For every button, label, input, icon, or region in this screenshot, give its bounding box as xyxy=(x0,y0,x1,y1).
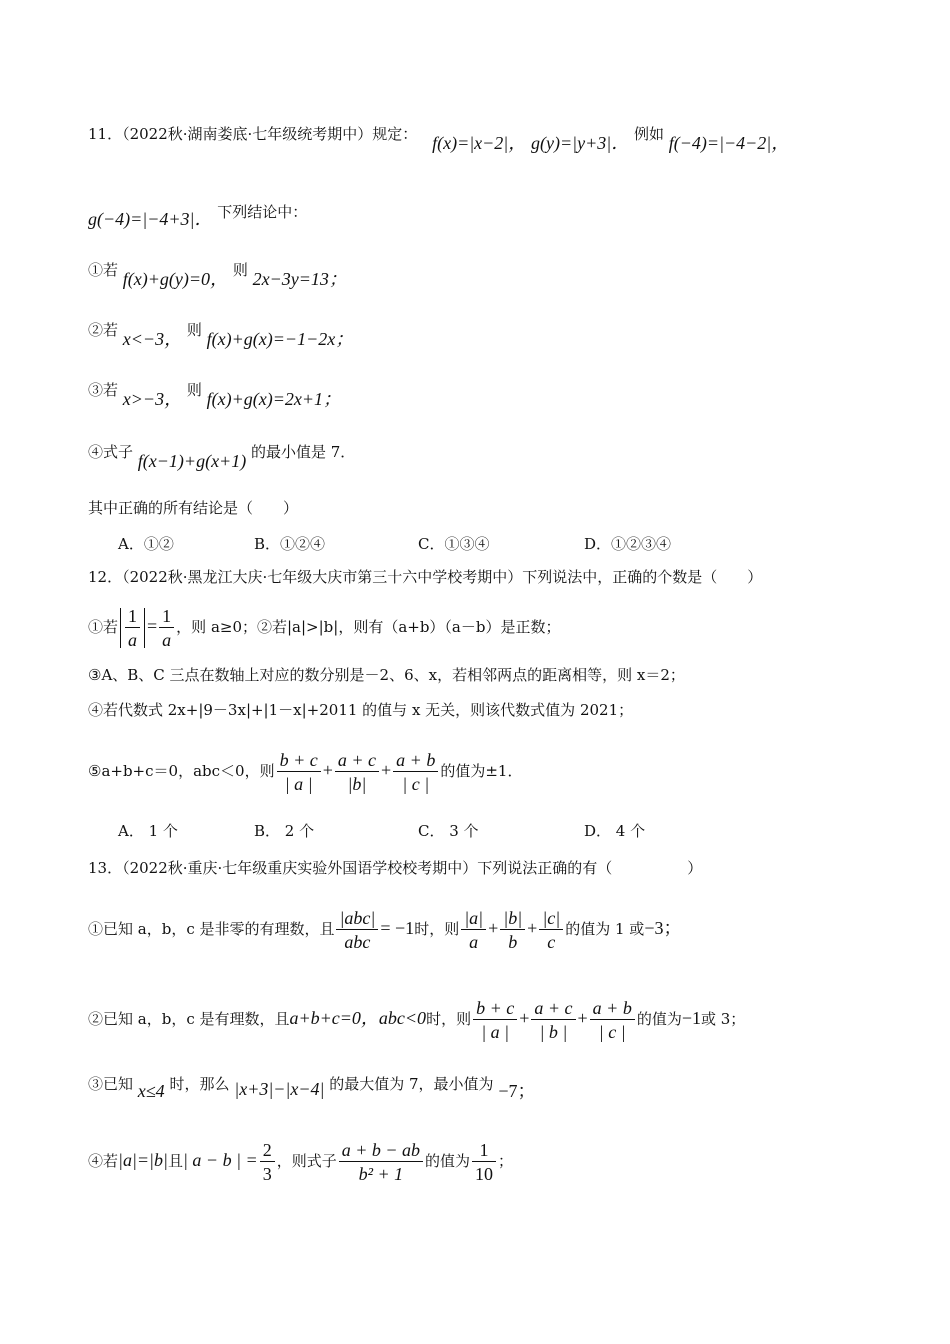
q11-s3-result: f(x)+g(x)=2x+1； xyxy=(206,389,342,409)
plus-sign: + xyxy=(381,760,392,780)
q11-statement-1 xyxy=(88,258,347,289)
plus-sign: + xyxy=(488,918,499,938)
q13-s4-mid: ，则式子 xyxy=(276,1152,337,1170)
q13-s2-f3-num: a + b xyxy=(590,997,635,1020)
q11-example-f: f(−4)=|−4−2|， xyxy=(668,133,790,153)
q11-s1-cond: f(x)+g(y)=0， xyxy=(122,269,229,289)
q13-s3-val: −7； xyxy=(498,1081,536,1101)
q13-s1-prefix: ①已知 a，b，c 是非零的有理数，且 xyxy=(88,920,335,938)
q11-s2-prefix: ②若 xyxy=(88,321,119,339)
q11-statement-3 xyxy=(88,378,342,409)
q12-s5-f3-den: | c | xyxy=(402,773,430,794)
q11-stem: 11．（2022秋·湖南娄底·七年级统考期中）规定： xyxy=(88,125,418,143)
q13-s1-eq: = −1 xyxy=(380,918,415,938)
q13-s4-frac-num: 2 xyxy=(260,1139,275,1162)
q11-s4-prefix: ④式子 xyxy=(88,443,134,461)
q11-option-a: A．①② xyxy=(118,535,174,553)
q12-s1-rhs xyxy=(159,605,174,652)
q12-s1-prefix: ①若 xyxy=(88,618,119,636)
q13-s2-f2-num: a + c xyxy=(531,997,575,1020)
q11-s4-expr: f(x−1)+g(x+1) xyxy=(137,451,247,471)
q12-s5-f1-den: | a | xyxy=(284,773,313,794)
q12-option-c: C． 3 个 xyxy=(418,822,479,840)
q11-def-g: g(y)=|y+3|． xyxy=(531,133,630,153)
q12-statement-4: ④若代数式 2x+|9－3x|+|1－x|+2011 的值与 x 无关，则该代数式值为 2021； xyxy=(88,701,634,719)
q13-s3-prefix: ③已知 xyxy=(88,1075,134,1093)
q12-s5-f2-num: a + c xyxy=(335,749,379,772)
q13-s4-prefix: ④若 xyxy=(88,1152,119,1170)
q11-example-line xyxy=(88,200,308,229)
q12-s1-abs-frac xyxy=(125,605,140,652)
q11-example-g: g(−4)=|−4+3|． xyxy=(88,209,213,229)
q11-s1-result: 2x−3y=13； xyxy=(252,269,347,289)
q13-s4-expr xyxy=(339,1139,423,1186)
q12-s1-rhs-den: a xyxy=(162,629,172,650)
q13-s1-f2-den: b xyxy=(508,931,518,952)
q12-statement-3: ③A、B、C 三点在数轴上对应的数分别是－2、6、x，若相邻两点的距离相等，则 x＝2； xyxy=(88,666,685,684)
plus-sign: + xyxy=(527,918,538,938)
q13-s2-cond: a+b+c=0，abc<0 xyxy=(289,1008,427,1028)
q13-s1-f2-num: |b| xyxy=(500,907,525,930)
q13-s4-val-num: 1 xyxy=(472,1139,496,1162)
q13-s4-and: 且 xyxy=(167,1152,183,1170)
q12-s5-frac-3 xyxy=(393,749,438,796)
q12-s5-f2-den: |b| xyxy=(347,773,367,794)
q12-option-a: A． 1 个 xyxy=(118,822,178,840)
q11-question: 其中正确的所有结论是（ ） xyxy=(88,499,299,517)
q12-s5-frac-1 xyxy=(277,749,321,796)
q13-s4-expr-den: b² + 1 xyxy=(358,1163,404,1184)
q13-s4-end: ； xyxy=(498,1152,514,1170)
q13-s2-prefix: ②已知 a，b，c 是有理数，且 xyxy=(88,1010,290,1028)
q13-s2-suffix: 的值为 xyxy=(636,1010,682,1028)
q12-s1-eq: = xyxy=(147,616,158,636)
q13-statement-2 xyxy=(88,992,745,1045)
q13-s3-expr: |x+3|−|x−4| xyxy=(234,1079,325,1099)
q13-s1-mid: 时，则 xyxy=(414,920,460,938)
q11-option-b: B．①②④ xyxy=(254,535,326,553)
q13-s3-suffix: 的最大值为 7，最小值为 xyxy=(329,1075,494,1093)
q12-s1-rhs-num: 1 xyxy=(159,605,174,628)
q13-s1-f3-num: |c| xyxy=(539,907,563,930)
q13-statement-1 xyxy=(88,902,681,955)
q13-s1-suffix: 的值为 1 或 xyxy=(565,920,645,938)
q13-s4-val-den: 10 xyxy=(475,1163,494,1184)
q13-s4-suffix: 的值为 xyxy=(425,1152,471,1170)
q11-statement-2 xyxy=(88,318,354,349)
q12-s5-prefix: ⑤a+b+c＝0，abc＜0，则 xyxy=(88,762,275,780)
q11-s2-cond: x<−3， xyxy=(122,329,183,349)
q11-def-f: f(x)=|x−2|， xyxy=(432,133,527,153)
q12-stem: 12．（2022秋·黑龙江大庆·七年级大庆市第三十六中学校考期中）下列说法中，正确的个数是（ ） xyxy=(88,568,763,586)
q11-s3-cond: x>−3， xyxy=(122,389,183,409)
q13-s1-f1-den: a xyxy=(469,931,479,952)
q11-s1-prefix: ①若 xyxy=(88,261,119,279)
q12-s5-f1-num: b + c xyxy=(277,749,321,772)
q13-s2-f2-den: | b | xyxy=(539,1021,568,1042)
q12-s1-den: a xyxy=(128,629,138,650)
q13-s2-f3 xyxy=(590,997,635,1044)
q13-s1-f1 xyxy=(461,907,486,954)
q13-statement-3 xyxy=(88,1072,536,1101)
q12-s1-rest: ，则 a≥0；②若|a|>|b|，则有（a+b）（a－b）是正数； xyxy=(176,618,561,636)
q13-s4-val xyxy=(472,1139,496,1186)
q11-option-d: D．①②③④ xyxy=(584,535,672,553)
q13-s4-abs: | a − b | = xyxy=(182,1150,258,1170)
q11-s3-prefix: ③若 xyxy=(88,381,119,399)
q13-s4-frac-den: 3 xyxy=(262,1163,272,1184)
q11-stem-line xyxy=(88,122,790,153)
q12-option-d: D． 4 个 xyxy=(584,822,646,840)
q12-s1-num: 1 xyxy=(125,605,140,628)
q13-s2-f1 xyxy=(473,997,517,1044)
q13-s1-val: −3； xyxy=(644,918,682,938)
q13-s2-mid: 时，则 xyxy=(426,1010,472,1028)
q13-s2-f1-den: | a | xyxy=(481,1021,510,1042)
q13-s1-f2 xyxy=(500,907,525,954)
plus-sign: + xyxy=(322,760,333,780)
q13-s1-den: abc xyxy=(344,931,371,952)
q13-s2-end: 或 3； xyxy=(701,1010,746,1028)
q13-s1-frac xyxy=(336,907,378,954)
q13-s1-f3 xyxy=(539,907,563,954)
q13-s2-val: −1 xyxy=(681,1008,701,1028)
q11-s2-result: f(x)+g(x)=−1−2x； xyxy=(206,329,354,349)
plus-sign: + xyxy=(519,1008,530,1028)
q12-statement-1 xyxy=(88,602,560,652)
plus-sign: + xyxy=(577,1008,588,1028)
q11-option-c: C．①③④ xyxy=(418,535,490,553)
q13-s2-f2 xyxy=(531,997,575,1044)
q13-s2-f1-num: b + c xyxy=(473,997,517,1020)
q11-s3-then: 则 xyxy=(186,381,202,399)
q11-s4-suffix: 的最小值是 7． xyxy=(250,443,356,461)
q13-s3-mid: 时，那么 xyxy=(169,1075,230,1093)
q11-s1-then: 则 xyxy=(232,261,248,279)
q13-s4-frac xyxy=(260,1139,275,1186)
q11-example-label: 例如 xyxy=(633,125,664,143)
q13-statement-4 xyxy=(88,1134,513,1187)
q13-s4-expr-num: a + b − ab xyxy=(339,1139,423,1162)
q11-statement-4 xyxy=(88,440,356,471)
q12-s5-frac-2 xyxy=(335,749,379,796)
q13-s3-cond: x≤4 xyxy=(137,1081,165,1101)
q12-statement-5 xyxy=(88,744,522,797)
q13-s1-f3-den: c xyxy=(547,931,556,952)
q12-option-b: B． 2 个 xyxy=(254,822,315,840)
q12-s5-suffix: 的值为±1． xyxy=(440,762,523,780)
q13-s1-f1-num: |a| xyxy=(461,907,486,930)
q13-stem: 13．（2022秋·重庆·七年级重庆实验外国语学校校考期中）下列说法正确的有（ ） xyxy=(88,859,703,877)
q13-s4-cond: |a|=|b| xyxy=(118,1150,168,1170)
q13-s2-f3-den: | c | xyxy=(598,1021,626,1042)
q11-s2-then: 则 xyxy=(186,321,202,339)
q13-s1-num: |abc| xyxy=(336,907,378,930)
q12-s5-f3-num: a + b xyxy=(393,749,438,772)
q11-following: 下列结论中： xyxy=(217,203,308,221)
